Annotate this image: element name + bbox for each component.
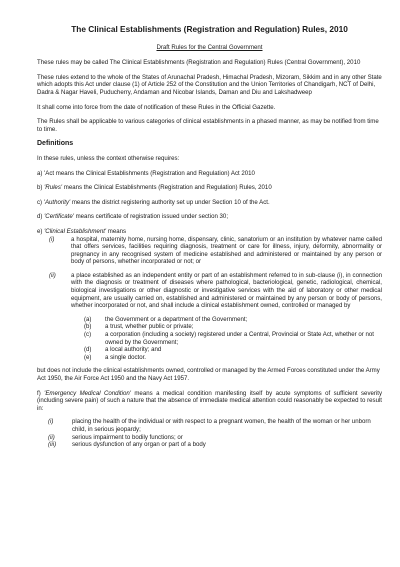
item-text: serious dysfunction of any organ or part of a body [72,441,206,449]
definitions-intro: In these rules, unless the context otherwise requires: [37,154,180,162]
paragraph-citation: These rules may be called The Clinical Establishments (Registration and Regulation) Rules (Central Government), 2010 [37,59,361,67]
item-text: placing the health of the individual or with respect to a pregnant women, the health of the woman or her unborn child, in serious jeopardy; [72,418,371,433]
definition-c [37,199,382,207]
sub-clause [84,331,382,346]
definition-b-prefix: b) [37,184,45,192]
sub-clause [84,354,382,362]
definition-d-text: means certificate of registration issued under section 30; [73,213,229,221]
definition-c-term: 'Authority' [43,198,71,206]
sub-clause-text: a corporation (including a society) registered under a Central, Provincial or State Act, whether or not owned by the Government; [105,331,374,346]
definition-c-text: means the district registering authority set up under Section 10 of the Act. [70,198,270,206]
definition-f-text: means a medical condition manifesting itself by acute symptoms of sufficient severity (including severe pain) of such a nature that the absence of immediate medical attention could reasonably be expected to result in: [37,389,382,412]
paragraph-commencement: It shall come into force from the date of notification of these Rules in the Official Gazette. [37,103,276,111]
document-subtitle: Draft Rules for the Central Government [156,43,263,51]
clause-label: (ii) [49,271,56,279]
sub-clause-label: (e) [84,353,92,361]
clause-text: a place established as an independent entity or part of an establishment referred to in sub-clause (i), in connection with the diagnosis or treatment of diseases where pathological, bacteriological, genetic, radiological, chemical, biological investigations or other diagnostic or investigative services with the aid of laboratory or other medical equipment, are usually carried on, established and administered or maintained by any person or body of persons, whether incorporated or not, and shall include a clinical establishment owned, controlled or managed by [71,271,382,310]
sub-clause-label: (a) [84,315,92,323]
definition-b [37,184,382,192]
definition-f-prefix: f) [37,389,45,397]
sub-clause-text: a trust, whether public or private; [105,323,194,331]
clause-text: a hospital, maternity home, nursing home, dispensary, clinic, sanatorium or an institution by whatever name called that offers services, facilities requiring diagnosis, treatment or care for illness, injury, deformity, abnormality or pregnancy in any recognised system of medicine established and administered or maintained by any person or body of persons, whether incorporated or not; or [71,235,382,266]
definition-e-clause-i [37,236,382,266]
definition-f-item [37,434,382,442]
item-label: (i) [48,418,54,426]
definition-e-term: 'Clinical Establishment' [44,227,107,235]
definition-f-item [37,441,382,449]
definition-f-item [37,418,382,433]
definition-f [37,390,382,413]
item-label: (iii) [48,441,57,449]
definition-b-term: 'Rules' [44,184,63,192]
sub-clause-text: a local authority; and [105,346,162,354]
item-label: (ii) [48,433,55,441]
definition-d-term: 'Certificate' [44,213,74,221]
definition-f-term: 'Emergency Medical Condition' [44,389,131,397]
definition-d-prefix: d) [37,213,45,221]
sub-clause [84,323,382,331]
sub-clause [84,316,382,324]
definition-e-clause-ii [37,272,382,310]
page-title: The Clinical Establishments (Registration and Regulation) Rules, 2010 [71,24,348,34]
definition-b-text: means the Clinical Establishments (Registration and Regulation) Rules, 2010 [62,184,272,192]
definition-e-exclusion: but does not include the clinical establishments owned, controlled or managed by the Armed Forces constituted under the Army Act 1950, the Air Force Act 1950 and the Navy Act 1957. [37,367,380,382]
definition-d [37,213,382,221]
paragraph-extent: These rules extend to the whole of the States of Arunachal Pradesh, Himachal Pradesh, Mizoram, Sikkim and in any other State which adopts this Act under clause (1) of Article 252 of the Constitution and the Union Territories of Chandigarh, NCT of Delhi, Dadra & Nagar Haveli, Puducherry, Andaman and Nicobar Islands, Daman and Diu and Lakshadweep [37,73,382,96]
sub-clause-label: (c) [84,331,92,339]
clause-label: (i) [49,235,55,243]
definitions-heading: Definitions [37,140,74,148]
definition-a: a) 'Act means the Clinical Establishments (Registration and Regulation) Act 2010 [37,169,255,177]
definition-e-text: means [106,227,127,235]
item-text: serious impairment to bodily functions; or [72,433,183,441]
paragraph-applicability: The Rules shall be applicable to various categories of clinical establishments in a phased manner, as may be notified from time to time. [37,118,379,133]
sub-clause [84,346,382,354]
sub-clause-label: (b) [84,323,92,331]
definition-c-prefix: c) [37,198,44,206]
sub-clause-text: the Government or a department of the Government; [105,315,248,323]
sub-clause-label: (d) [84,346,92,354]
sub-clause-text: a single doctor. [105,353,146,361]
definition-e [37,228,382,236]
definition-e-prefix: e) [37,227,45,235]
